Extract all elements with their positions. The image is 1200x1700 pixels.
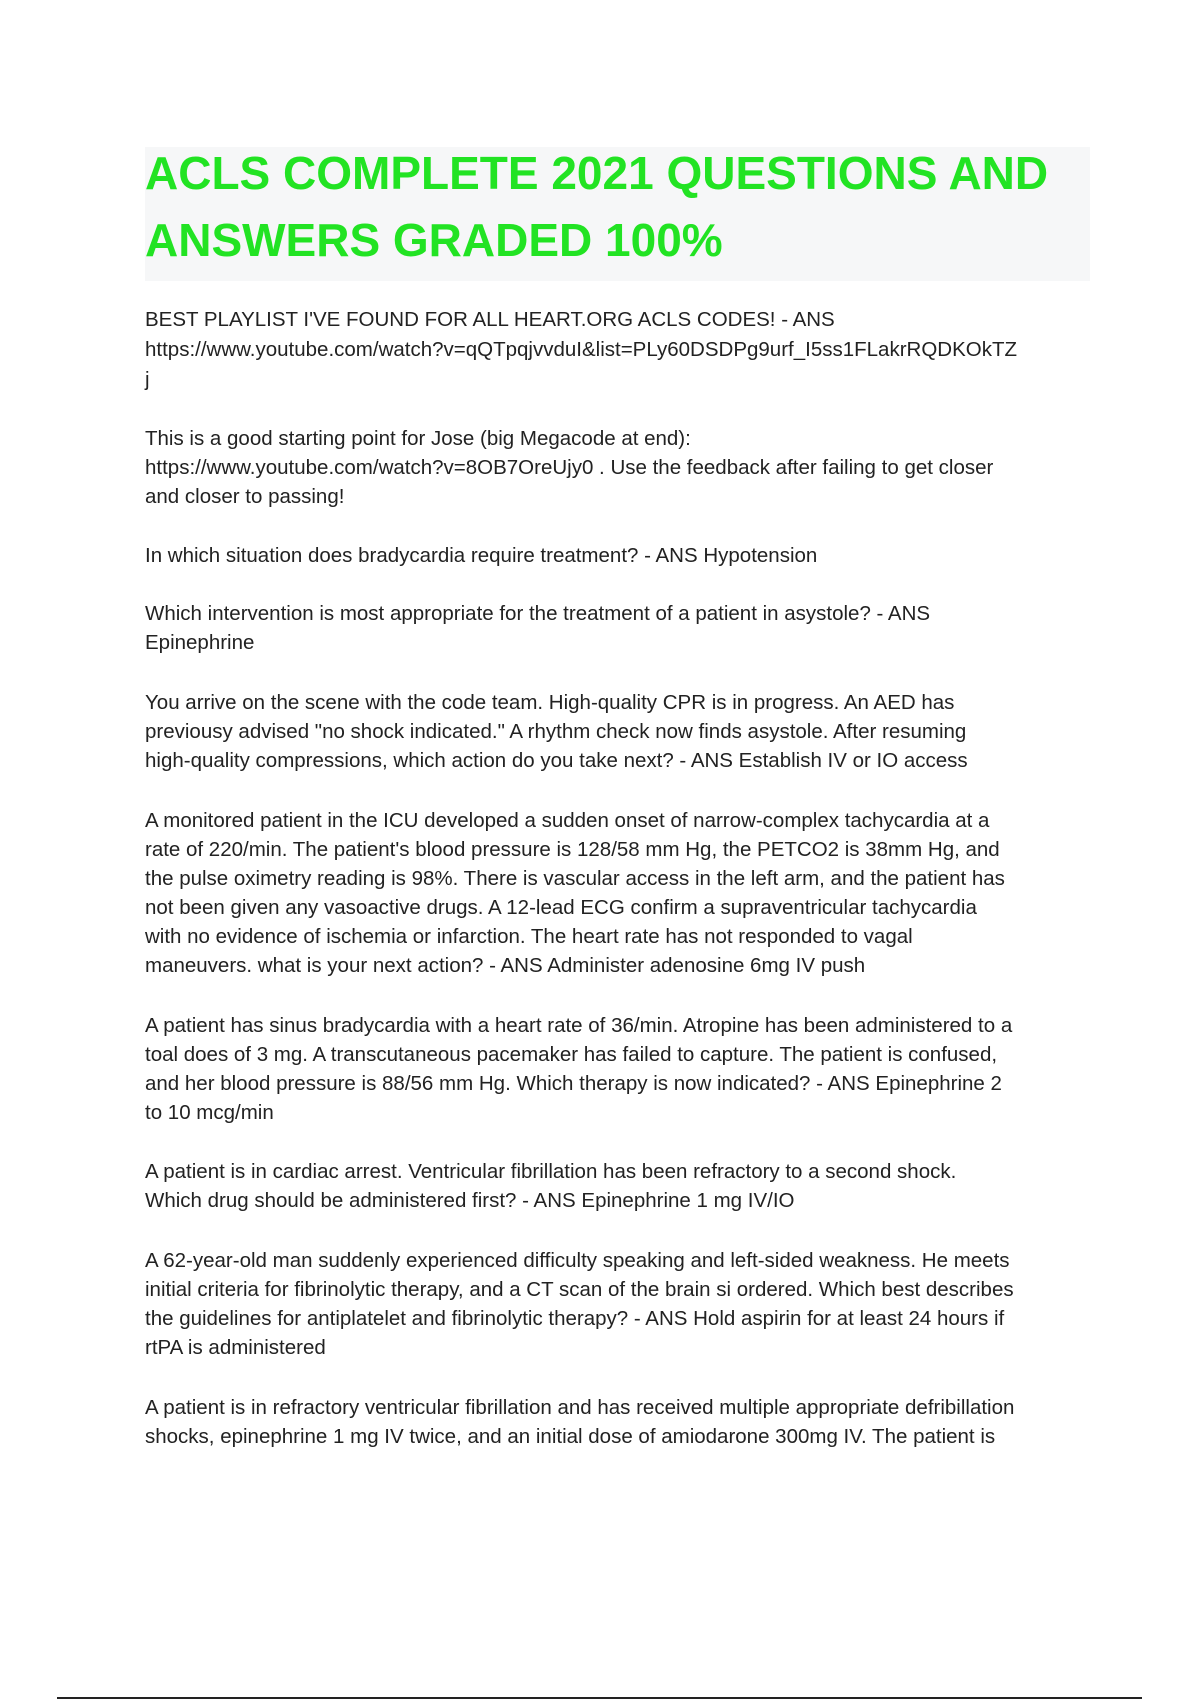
paragraph-4-line-1: Which intervention is most appropriate for the treatment of a patient in asystole? - ANS xyxy=(145,602,931,625)
paragraph-5-line-3: high-quality compressions, which action do you take next? - ANS Establish IV or IO access xyxy=(145,749,968,772)
paragraph-1-line-1: BEST PLAYLIST I'VE FOUND FOR ALL HEART.ORG ACLS CODES! - ANS xyxy=(145,308,835,331)
paragraph-1-line-2: https://www.youtube.com/watch?v=qQTpqjvvduI&list=PLy60DSDPg9urf_I5ss1FLakrRQDKOkTZ xyxy=(145,338,1017,361)
paragraph-7-line-3: and her blood pressure is 88/56 mm Hg. Which therapy is now indicated? - ANS Epinephrine 2 xyxy=(145,1072,1002,1095)
paragraph-7-line-2: toal does of 3 mg. A transcutaneous pacemaker has failed to capture. The patient is confused, xyxy=(145,1043,998,1066)
document-title-line-1: ACLS COMPLETE 2021 QUESTIONS AND xyxy=(145,147,1049,199)
document-title-line-2: ANSWERS GRADED 100% xyxy=(145,214,723,266)
paragraph-4-line-2: Epinephrine xyxy=(145,631,255,654)
paragraph-9-line-2: initial criteria for fibrinolytic therapy, and a CT scan of the brain si ordered. Which best describes xyxy=(145,1278,1014,1301)
footer-rule xyxy=(57,1697,1142,1699)
paragraph-6-line-1: A monitored patient in the ICU developed a sudden onset of narrow-complex tachycardia at a xyxy=(145,809,990,832)
paragraph-8-line-2: Which drug should be administered first? - ANS Epinephrine 1 mg IV/IO xyxy=(145,1189,795,1212)
paragraph-1-line-3: j xyxy=(145,368,150,391)
paragraph-10-line-2: shocks, epinephrine 1 mg IV twice, and an initial dose of amiodarone 300mg IV. The patient is xyxy=(145,1425,996,1448)
paragraph-2-line-2: https://www.youtube.com/watch?v=8OB7OreUjy0 . Use the feedback after failing to get closer xyxy=(145,456,994,479)
paragraph-6-line-2: rate of 220/min. The patient's blood pressure is 128/58 mm Hg, the PETCO2 is 38mm Hg, and xyxy=(145,838,1000,861)
paragraph-9-line-4: rtPA is administered xyxy=(145,1336,326,1359)
paragraph-9-line-1: A 62-year-old man suddenly experienced difficulty speaking and left-sided weakness. He meets xyxy=(145,1249,1010,1272)
paragraph-10-line-1: A patient is in refractory ventricular fibrillation and has received multiple appropriate defribillation xyxy=(145,1396,1015,1419)
paragraph-3-line-1: In which situation does bradycardia require treatment? - ANS Hypotension xyxy=(145,544,818,567)
paragraph-5-line-1: You arrive on the scene with the code team. High-quality CPR is in progress. An AED has xyxy=(145,691,955,714)
paragraph-6-line-5: with no evidence of ischemia or infarction. The heart rate has not responded to vagal xyxy=(145,925,913,948)
paragraph-6-line-3: the pulse oximetry reading is 98%. There is vascular access in the left arm, and the patient has xyxy=(145,867,1005,890)
paragraph-2-line-3: and closer to passing! xyxy=(145,485,345,508)
paragraph-8-line-1: A patient is in cardiac arrest. Ventricular fibrillation has been refractory to a second shock. xyxy=(145,1160,957,1183)
paragraph-5-line-2: previousy advised "no shock indicated." A rhythm check now finds asystole. After resuming xyxy=(145,720,967,743)
paragraph-2-line-1: This is a good starting point for Jose (big Megacode at end): xyxy=(145,427,691,450)
paragraph-6-line-6: maneuvers. what is your next action? - ANS Administer adenosine 6mg IV push xyxy=(145,954,866,977)
paragraph-7-line-1: A patient has sinus bradycardia with a heart rate of 36/min. Atropine has been administered to a xyxy=(145,1014,1013,1037)
paragraph-9-line-3: the guidelines for antiplatelet and fibrinolytic therapy? - ANS Hold aspirin for at least 24 hours if xyxy=(145,1307,1005,1330)
paragraph-6-line-4: not been given any vasoactive drugs. A 12-lead ECG confirm a supraventricular tachycardia xyxy=(145,896,977,919)
paragraph-7-line-4: to 10 mcg/min xyxy=(145,1101,274,1124)
